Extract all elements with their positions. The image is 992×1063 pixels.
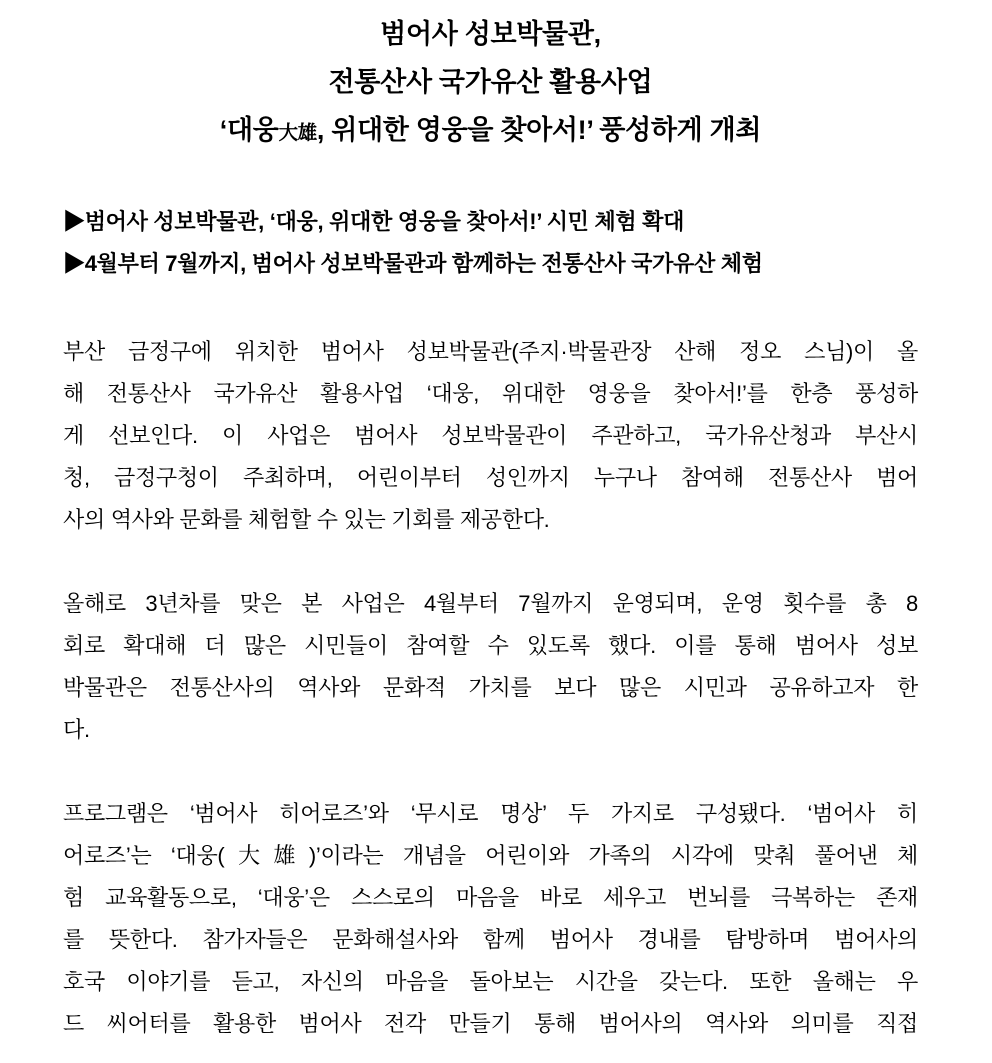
title-line-3-pre: ‘대웅 bbox=[219, 115, 279, 145]
body-line: 부산 금정구에 위치한 범어사 성보박물관(주지·박물관장 산해 정오 스님)이 올 bbox=[63, 339, 918, 364]
document-content bbox=[63, 10, 918, 1045]
body-line: 게 선보인다. 이 사업은 범어사 성보박물관이 주관하고, 국가유산청과 부산시 bbox=[63, 423, 918, 448]
subtitle-block bbox=[63, 201, 918, 285]
body-line: 험 교육활동으로, ‘대웅’은 스스로의 마음을 바로 세우고 번뇌를 극복하는 존재 bbox=[63, 885, 918, 910]
body-line: 사의 역사와 문화를 체험할 수 있는 기회를 제공한다. bbox=[63, 507, 550, 532]
title-line-3-post: , 위대한 영웅을 찾아서!’ 풍성하게 개최 bbox=[316, 115, 762, 145]
body-line: 회로 확대해 더 많은 시민들이 참여할 수 있도록 했다. 이를 통해 범어사 성보 bbox=[63, 633, 918, 658]
body-line: 청, 금정구청이 주최하며, 어린이부터 성인까지 누구나 참여해 전통산사 범어 bbox=[63, 465, 918, 490]
body-line: 다. bbox=[63, 717, 90, 742]
paragraph-2 bbox=[63, 583, 918, 751]
body-line: 호국 이야기를 듣고, 자신의 마음을 돌아보는 시간을 갖는다. 또한 올해는 우 bbox=[63, 969, 918, 994]
title-line-3 bbox=[63, 106, 918, 157]
body-line: 를 뜻한다. 참가자들은 문화해설사와 함께 범어사 경내를 탐방하며 범어사의 bbox=[63, 927, 918, 952]
body-line: 어로즈’는 ‘대웅(大雄)’이라는 개념을 어린이와 가족의 시각에 맞춰 풀어낸 체 bbox=[63, 843, 918, 868]
document-title bbox=[63, 10, 918, 157]
body-line: 해 전통산사 국가유산 활용사업 ‘대웅, 위대한 영웅을 찾아서!’를 한층 풍성하 bbox=[63, 381, 918, 406]
title-line-1: 범어사 성보박물관, bbox=[380, 19, 601, 49]
body-line: 프로그램은 ‘범어사 히어로즈’와 ‘무시로 명상’ 두 가지로 구성됐다. ‘범어사 히 bbox=[63, 801, 918, 826]
paragraph-1 bbox=[63, 331, 918, 541]
subtitle-line-2: ▶4월부터 7월까지, 범어사 성보박물관과 함께하는 전통산사 국가유산 체험 bbox=[63, 251, 763, 276]
body-line: 드 씨어터를 활용한 범어사 전각 만들기 통해 범어사의 역사와 의미를 직접 bbox=[63, 1011, 918, 1036]
paragraph-3 bbox=[63, 793, 918, 1045]
title-line-2: 전통산사 국가유산 활용사업 bbox=[328, 67, 653, 97]
body-line: 박물관은 전통산사의 역사와 문화적 가치를 보다 많은 시민과 공유하고자 한 bbox=[63, 675, 918, 700]
title-hanja: 大雄 bbox=[278, 122, 317, 144]
subtitle-line-1: ▶범어사 성보박물관, ‘대웅, 위대한 영웅을 찾아서!’ 시민 체험 확대 bbox=[63, 209, 685, 234]
body-line: 올해로 3년차를 맞은 본 사업은 4월부터 7월까지 운영되며, 운영 횟수를 총 8 bbox=[63, 591, 918, 616]
